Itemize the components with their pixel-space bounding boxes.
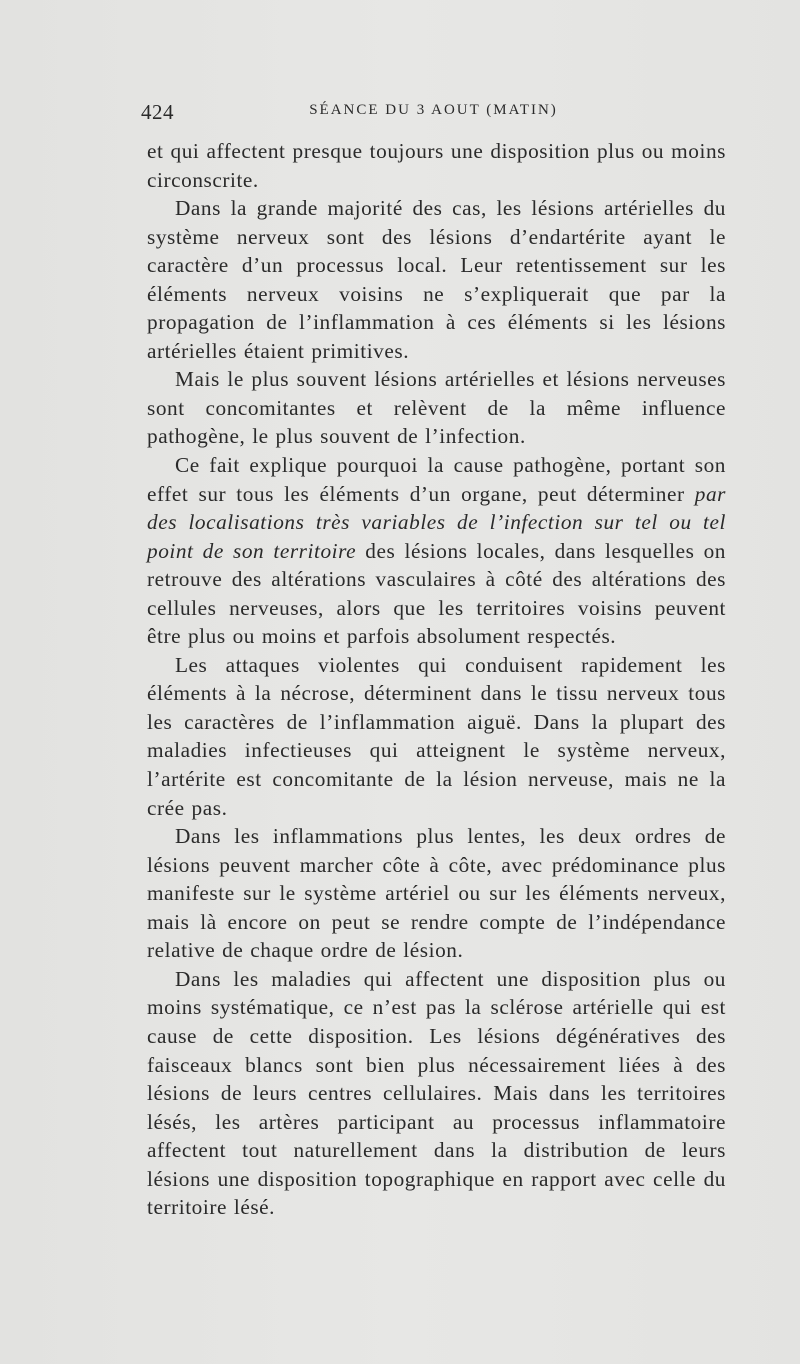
running-head: SÉANCE DU 3 AOUT (MATIN)	[309, 102, 558, 118]
paragraph-4-end: des lésions locales, dans lesquelles on retrouve des altérations vasculaires à côté des altérations des cellules nerveuses, alors que les territoires voisins peuvent être plus ou moins et parfois absolument respectés.	[147, 538, 726, 649]
page-number: 424	[141, 100, 174, 124]
paragraph-5: Les attaques violentes qui conduisent rapidement les éléments à la nécrose, déterminent dans le tissu nerveux tous les caractères de l’inflammation aiguë. Dans la plupart des maladies infectieuses qui atteignent le système nerveux, l’artérite est concomitante de la lésion nerveuse, mais ne la crée pas.	[147, 652, 726, 820]
paragraph-6: Dans les inflammations plus lentes, les deux ordres de lésions peuvent marcher côte à côte, avec prédominance plus manifeste sur le système artériel ou sur les éléments nerveux, mais là encore on peut se rendre compte de l’indépendance relative de chaque ordre de lésion.	[147, 824, 726, 963]
paragraph-3: Mais le plus souvent lésions artérielles et lésions nerveuses sont concomitantes et relèvent de la même influence pathogène, le plus souvent de l’infection.	[147, 367, 726, 449]
body-text	[147, 137, 726, 1222]
paragraph-4-start: Ce fait explique pourquoi la cause pathogène, portant son effet sur tous les éléments d’un organe, peut déterminer	[147, 453, 726, 506]
paragraph-7: Dans les maladies qui affectent une disposition plus ou moins systématique, ce n’est pas la sclérose artérielle qui est cause de cette disposition. Les lésions dégénératives des faisceaux blancs sont bien plus nécessairement liées à des lésions de leurs centres cellulaires. Mais dans les territoires lésés, les artères participant au processus inflammatoire affectent tout naturellement dans la distribution de leurs lésions une disposition topographique en rapport avec celle du territoire lésé.	[147, 966, 726, 1220]
paragraph-2: Dans la grande majorité des cas, les lésions artérielles du système nerveux sont des lésions d’endartérite ayant le caractère d’un processus local. Leur retentissement sur les éléments nerveux voisins ne s’expliquerait que par la propagation de l’inflammation à ces éléments si les lésions artérielles étaient primitives.	[147, 196, 726, 363]
page-header	[141, 100, 726, 126]
paragraph-1: et qui affectent presque toujours une disposition plus ou moins circonscrite.	[147, 139, 726, 192]
paragraph-4	[147, 451, 726, 651]
paragraph-4-italic: par des localisations très variables de l’infection sur tel ou tel point de son territoire	[147, 481, 726, 563]
